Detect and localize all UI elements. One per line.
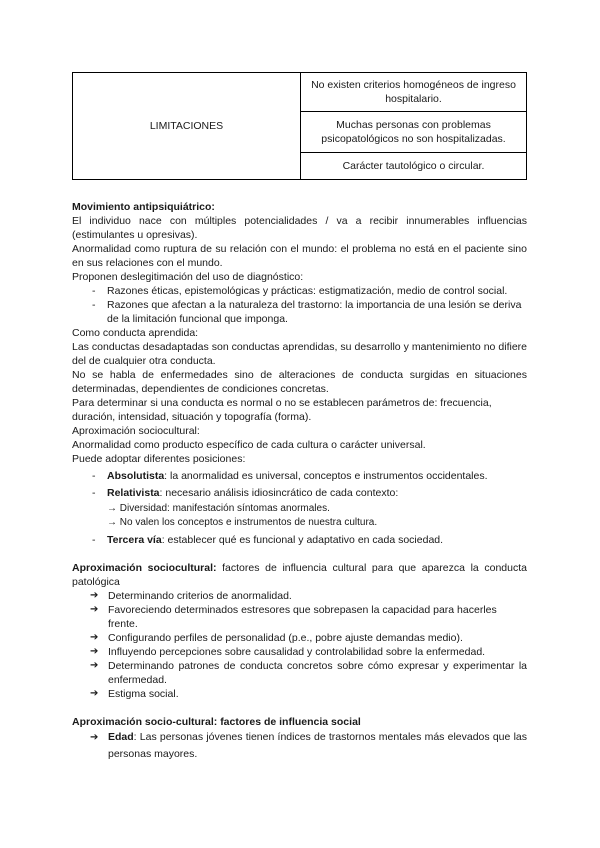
list-item: - Absolutista: la anormalidad es universal, conceptos e instrumentos occidentales. <box>92 470 488 482</box>
paragraph: Para determinar si una conducta es normal o no se establecen parámetros de: frecuencia, duración, intensidad, situación y topografía (forma). <box>72 397 492 423</box>
arrow-icon: ➔ <box>90 732 99 743</box>
diagnosis-reasons-list <box>72 284 527 326</box>
document-page <box>72 72 527 763</box>
paragraph: No se habla de enfermedades sino de alteraciones de conducta surgidas en situaciones determinadas, dependientes de condiciones concretas. <box>72 369 527 395</box>
limitation-cell: Carácter tautológico o circular. <box>301 153 527 180</box>
paragraph: Proponen deslegitimación del uso de diagnóstico: <box>72 271 304 283</box>
limitation-cell: Muchas personas con problemas psicopatológicos no son hospitalizadas. <box>301 112 527 153</box>
cultural-factors-list <box>72 589 527 701</box>
dash-icon: - <box>92 470 96 482</box>
paragraph: Anormalidad como producto específico de cada cultura o carácter universal. <box>72 439 426 451</box>
paragraph: Como conducta aprendida: <box>72 327 199 339</box>
positions-list <box>72 469 527 547</box>
arrow-icon: ➔ <box>90 646 99 657</box>
list-item: ➔ Estigma social. <box>90 688 179 700</box>
arrow-icon: ➔ <box>90 632 99 643</box>
limitations-label: LIMITACIONES <box>73 73 301 180</box>
list-item: - Razones éticas, epistemológicas y prácticas: estigmatización, medio de control social. <box>92 285 508 297</box>
cultural-heading: Aproximación sociocultural: <box>72 562 217 574</box>
arrow-icon: ➔ <box>90 590 99 601</box>
sub-item: → No valen los conceptos e instrumentos de nuestra cultura. <box>107 517 378 528</box>
arrow-icon: ➔ <box>90 660 99 671</box>
list-item: ➔ Determinando criterios de anormalidad. <box>90 590 292 602</box>
antipsychiatry-heading: Movimiento antipsiquiátrico: <box>72 201 215 213</box>
dash-icon: - <box>92 534 96 546</box>
limitation-cell: No existen criterios homogéneos de ingreso hospitalario. <box>301 73 527 112</box>
social-heading: Aproximación socio-cultural: factores de influencia social <box>72 716 361 728</box>
dash-icon: - <box>92 285 96 297</box>
paragraph: Las conductas desadaptadas son conductas aprendidas, su desarrollo y mantenimiento no difiere del de cualquier otra conducta. <box>72 341 527 367</box>
arrow-icon: ➔ <box>90 604 99 615</box>
arrow-icon: ➔ <box>90 688 99 699</box>
document-body <box>72 200 527 763</box>
list-item: - Tercera vía: establecer qué es funcional y adaptativo en cada sociedad. <box>92 534 444 546</box>
list-item: ➔ Edad: Las personas jóvenes tienen índices de trastornos mentales más elevados que las personas mayores. <box>90 731 527 760</box>
list-item: - Razones que afectan a la naturaleza del trastorno: la importancia de una lesión se deriva de la limitación funcional que imponga. <box>92 299 522 325</box>
sub-item: → Diversidad: manifestación síntomas anormales. <box>107 503 330 514</box>
list-item: ➔ Determinando patrones de conducta concretos sobre cómo expresar y experimentar la enfermedad. <box>90 660 527 686</box>
limitations-table <box>72 72 527 180</box>
list-item: ➔ Influyendo percepciones sobre causalidad y controlabilidad sobre la enfermedad. <box>90 646 486 658</box>
cultural-intro: Aproximación sociocultural: factores de influencia cultural para que aparezca la conducta patológica <box>72 562 527 588</box>
paragraph: Anormalidad como ruptura de su relación con el mundo: el problema no está en el paciente sino en sus relaciones con el mundo. <box>72 243 527 269</box>
list-item: ➔ Configurando perfiles de personalidad (p.e., pobre ajuste demandas medio). <box>90 632 463 644</box>
paragraph: Puede adoptar diferentes posiciones: <box>72 453 246 465</box>
paragraph: Aproximación sociocultural: <box>72 425 200 437</box>
social-factors-list <box>72 729 527 763</box>
list-item: - Relativista: necesario análisis idiosincrático de cada contexto: → Diversidad: manifestación síntomas anormales. → No valen los conceptos e instrumentos de nuestra cultura. <box>72 486 527 530</box>
paragraph: El individuo nace con múltiples potencialidades / va a recibir innumerables influencias (estimulantes u opresivas). <box>72 215 527 241</box>
dash-icon: - <box>92 299 96 311</box>
list-item: ➔ Favoreciendo determinados estresores que sobrepasen la capacidad para hacerles frente. <box>90 604 497 630</box>
dash-icon: - <box>92 487 96 499</box>
relativist-sublist <box>107 502 527 530</box>
